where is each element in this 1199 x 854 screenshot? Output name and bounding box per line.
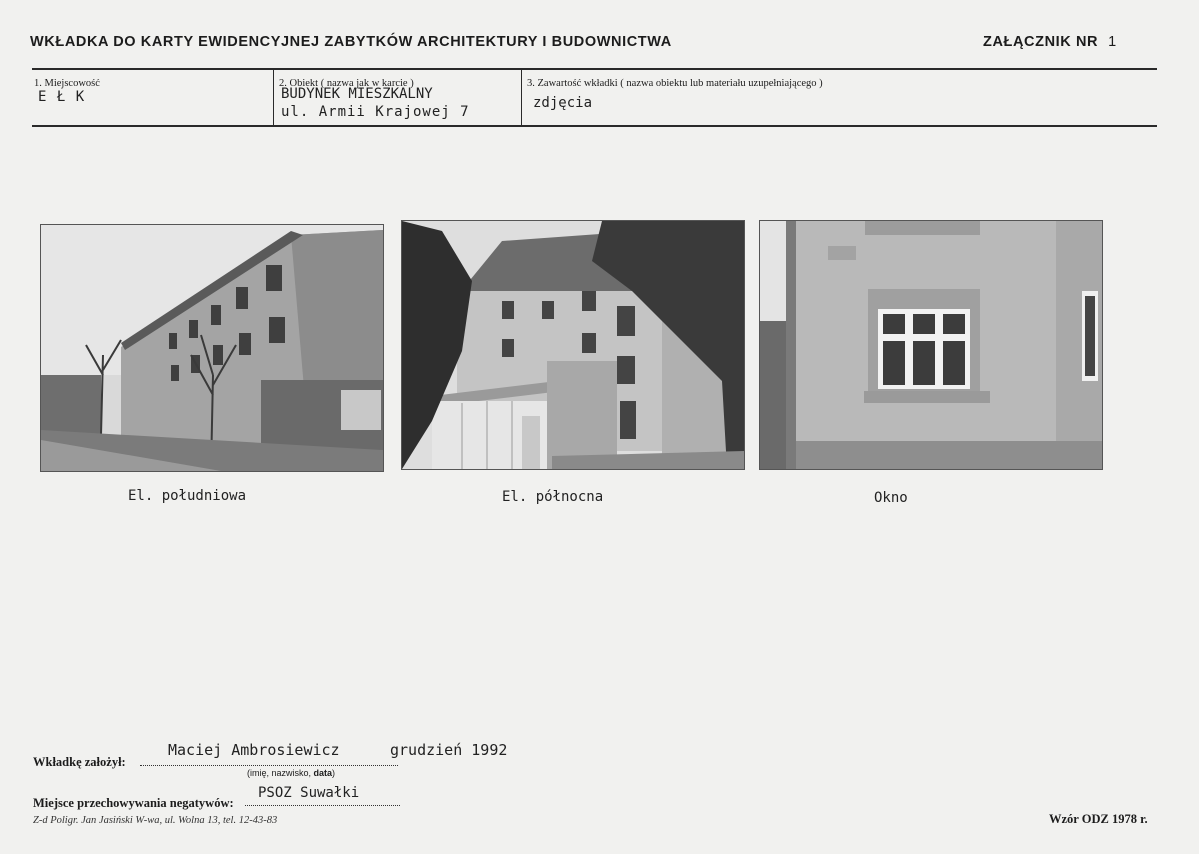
building-street-photo-icon xyxy=(41,225,383,471)
attachment-number xyxy=(983,34,1117,50)
object-label: 2. Obiekt ( nazwa jak w karcie ) xyxy=(279,78,414,89)
content-label: 3. Zawartość wkładki ( nazwa obiektu lub materiału uzupełniającego ) xyxy=(527,78,823,89)
attachment-number-value: 1 xyxy=(1108,34,1117,50)
window-facade-photo-icon xyxy=(760,221,1102,469)
photo-caption-window: Okno xyxy=(874,490,908,506)
author-date: grudzień 1992 xyxy=(390,741,508,759)
negatives-label: Miejsce przechowywania negatywów: xyxy=(33,796,234,810)
author-label: Wkładkę założył: xyxy=(33,755,126,769)
column-divider xyxy=(273,70,274,125)
photo-north-elevation xyxy=(401,220,745,470)
author-hint: (imię, nazwisko, data) xyxy=(247,768,336,778)
author-name: Maciej Ambrosiewicz xyxy=(168,741,340,759)
column-divider xyxy=(521,70,522,125)
printer-imprint: Z-d Poligr. Jan Jasiński W-wa, ul. Wolna 13, tel. 12-43-83 xyxy=(33,815,278,826)
photo-south-elevation xyxy=(40,224,384,472)
building-courtyard-photo-icon xyxy=(402,221,744,469)
photo-window xyxy=(759,220,1103,470)
negatives-value: PSOZ Suwałki xyxy=(258,785,360,801)
negatives-dotted-line xyxy=(245,805,400,806)
attachment-label: ZAŁĄCZNIK NR xyxy=(983,34,1099,50)
table-top-rule xyxy=(32,68,1157,70)
locality-value: E Ł K xyxy=(38,89,86,105)
form-code: Wzór ODZ 1978 r. xyxy=(1049,812,1148,826)
content-value: zdjęcia xyxy=(533,95,593,111)
locality-label: 1. Miejscowość xyxy=(34,78,100,89)
photo-caption-north: El. północna xyxy=(502,489,604,505)
object-value-name: BUDYNEK MIESZKALNY xyxy=(281,86,433,102)
object-value-address: ul. Armii Krajowej 7 xyxy=(281,104,470,120)
photo-caption-south: El. południowa xyxy=(128,488,247,504)
form-title: WKŁADKA DO KARTY EWIDENCYJNEJ ZABYTKÓW ARCHITEKTURY I BUDOWNICTWA xyxy=(30,34,672,50)
author-dotted-line xyxy=(140,765,398,766)
table-bottom-rule xyxy=(32,125,1157,127)
